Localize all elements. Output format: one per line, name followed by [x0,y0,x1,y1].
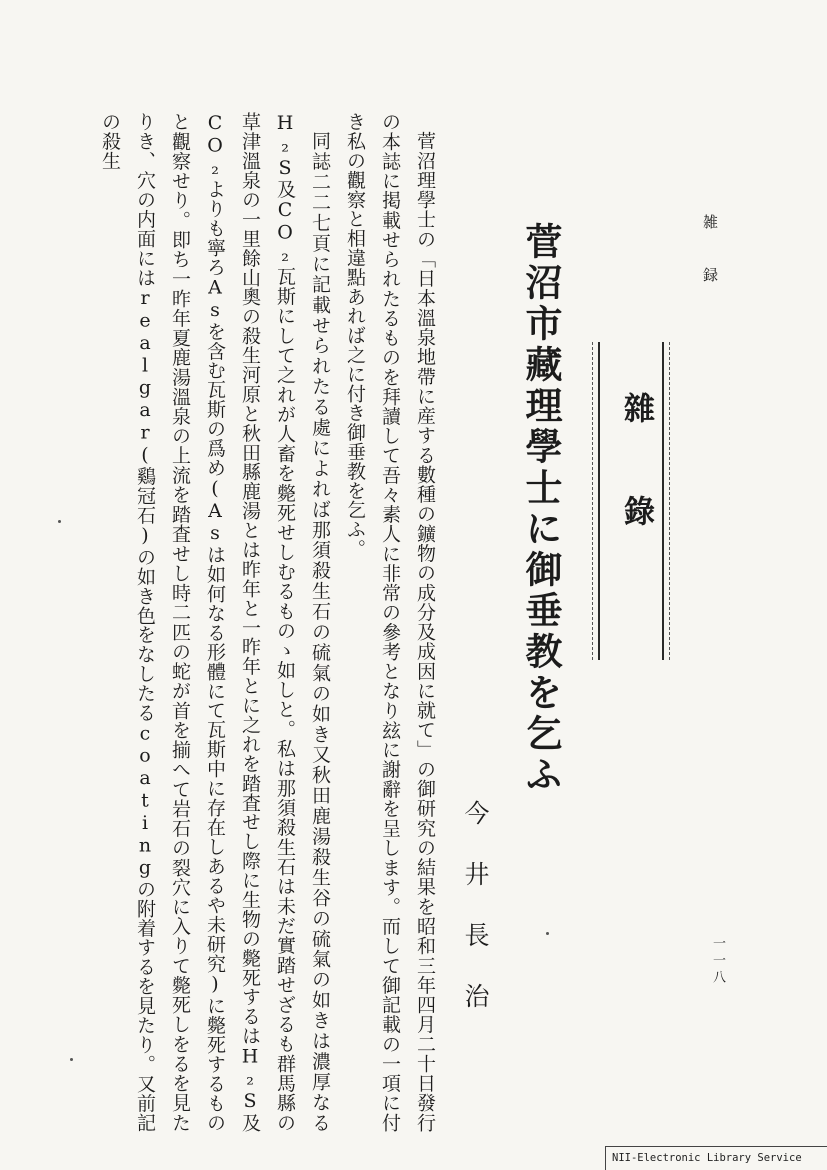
scan-speck [546,932,549,935]
page-number: 一一八 [710,936,725,987]
section-title: 雜錄 [618,392,654,598]
body-paragraph: 菅沼理學士の「日本溫泉地帶に産する數種の鑛物の成分及成因に就て」の御研究の結果を昭和三年四月二十日發行の本誌に掲載せられたるものを拜讀して吾々素人に非常の參考となり玆に謝辭を呈します。而して御記載の一項に付き私の觀察と相違點あれば之に付き御垂教を乞ふ。 [344,112,436,1132]
scan-speck [58,520,61,523]
author-name: 今井長治 [461,800,490,1044]
article-title: 菅沼市藏理學士に御垂教を乞ふ [519,222,563,796]
body-paragraph: 同誌二二七頁に記載せられたる處によれば那須殺生石の硫氣の如き又秋田鹿湯殺生谷の硫氣の如きは濃厚なるH₂S及CO₂瓦斯にして之れが人畜を斃死せしむるものゝ如しと。私は那須殺生石は未だ實踏せざるも群馬縣の草津溫泉の一里餘山奧の殺生河原と秋田縣鹿湯とは昨年と一昨年とに之れを踏査せし際に生物の斃死するはH₂S及CO₂よりも寧ろAsを含む瓦斯の爲め(Asは如何なる形體にて瓦斯中に存在しあるや未研究)に斃死するものと觀察せり。即ち一昨年夏鹿湯溫泉の上流を踏査せし時二匹の蛇が首を揃へて岩石の裂穴に入りて斃死しをるを見たりき、穴の内面にはrealgar(鷄冠石)の如き色をなしたるcoatingの附着するを見たり。又前記の殺生 [99,112,331,1132]
scan-speck [70,1058,73,1061]
running-head: 雑録 [701,214,719,320]
footer-credit: NII-Electronic Library Service [605,1146,827,1170]
article-body [92,112,442,1132]
